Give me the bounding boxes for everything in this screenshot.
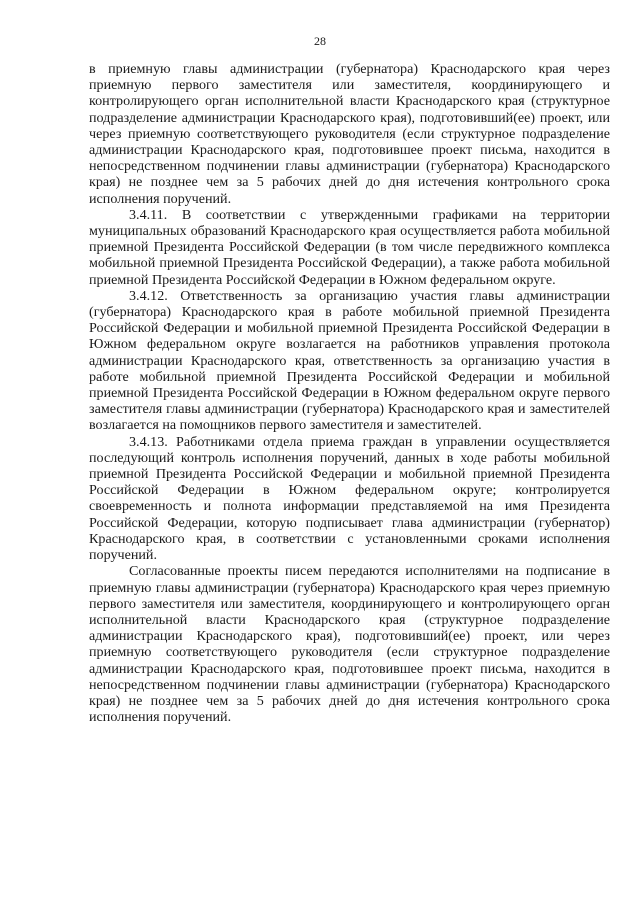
page-number: 28: [314, 34, 326, 48]
paragraph-approved-drafts: Согласованные проекты писем передаются исполнителями на подписание в приемную главы администрации (губернатора) Краснодарского края через приемную первого заместителя или заместителя, координирующего и контролирующего орган исполнительной власти Краснодарского края (структурное подразделение администрации Краснодарского края), подготовивший(ее) проект, или через приемную соответствующего руководителя (если структурное подразделение администрации Краснодарского края, подготовившее проект письма, находится в непосредственном подчинении главы администрации (губернатора) Краснодарского края) не позднее чем за 5 рабочих дней до дня истечения контрольного срока исполнения поручений.: [89, 563, 610, 726]
document-body: [89, 61, 610, 725]
paragraph-3-4-11: 3.4.11. В соответствии с утвержденными графиками на территории муниципальных образований Краснодарского края осуществляется работа мобильной приемной Президента Российской Федерации (в том числе передвижного комплекса мобильной приемной Президента Российской Федерации), а также работа мобильной приемной Президента Российской Федерации в Южном федеральном округе.: [89, 206, 610, 288]
paragraph-3-4-12: 3.4.12. Ответственность за организацию участия главы администрации (губернатора) Краснодарского края в работе мобильной приемной Президента Российской Федерации и мобильной приемной Президента Российской Федерации в Южном федеральном округе возлагается на работников управления протокола администрации Краснодарского края, ответственность за организацию участия в работе мобильной приемной Президента Российской Федерации и мобильной приемной Президента Российской Федерации в Южном федеральном округе первого заместителя главы администрации (губернатора) Краснодарского края и заместителей возлагается на помощников первого заместителя и заместителей.: [89, 287, 610, 434]
paragraph-3-4-13: 3.4.13. Работниками отдела приема граждан в управлении осуществляется последующий контроль исполнения поручений, данных в ходе работы мобильной приемной Президента Российской Федерации и мобильной приемной Президента Российской Федерации в Южном федеральном округе; контролируется своевременность и полнота информации представляемой на имя Президента Российской Федерации, которую подписывает глава администрации (губернатор) Краснодарского края, в соответствии с установленными сроками исполнения поручений.: [89, 433, 610, 564]
paragraph-continuation: в приемную главы администрации (губернатора) Краснодарского края через приемную первого заместителя или заместителя, координирующего и контролирующего орган исполнительной власти Краснодарского края (структурное подразделение администрации Краснодарского края), подготовивший(ее) проект, или через приемную соответствующего руководителя (если структурное подразделение администрации Краснодарского края, подготовившее проект письма, находится в непосредственном подчинении главы администрации (губернатора) Краснодарского края) не позднее чем за 5 рабочих дней до дня истечения контрольного срока исполнения поручений.: [89, 61, 610, 207]
